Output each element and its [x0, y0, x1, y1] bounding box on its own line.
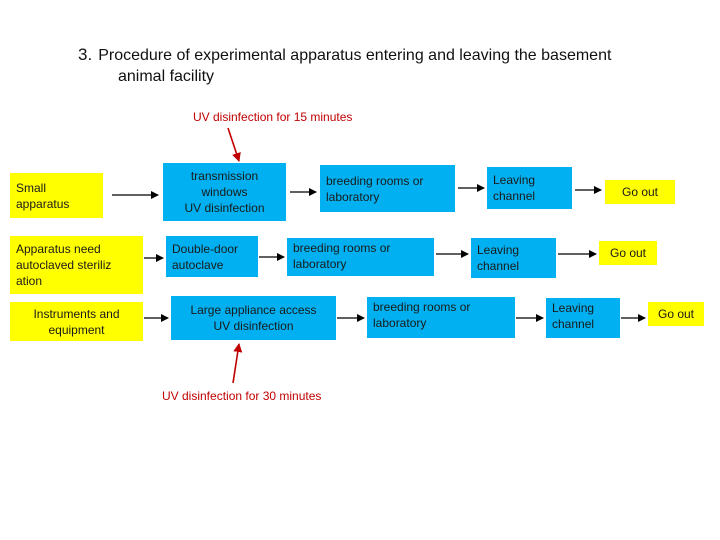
- uv-note-30-minutes: UV disinfection for 30 minutes: [162, 389, 322, 403]
- uv-arrow-30-minutes: [233, 344, 239, 383]
- row3-end-label: Go out: [657, 307, 695, 321]
- row3-step1-label: Large appliance access UV disinfection: [190, 303, 317, 333]
- row1-step1-label: transmission windows UV disinfection: [184, 169, 265, 215]
- row3-step3-label: Leaving channel: [552, 301, 595, 331]
- title-line-1: Procedure of experimental apparatus entering and leaving the basement: [98, 47, 612, 64]
- title-line-2: animal facility: [118, 68, 215, 85]
- row1-start-label: Small apparatus: [16, 180, 70, 211]
- row2-end-label: Go out: [609, 246, 647, 260]
- row1-end-label: Go out: [621, 185, 659, 199]
- row1-step3-label: Leaving channel: [493, 173, 536, 203]
- row3-step2-label: breeding rooms or laboratory: [373, 300, 471, 330]
- row2-step3-label: Leaving channel: [477, 243, 520, 273]
- row2-start-label: Apparatus need autoclaved steriliz ation: [16, 242, 112, 288]
- row2-step2-label: breeding rooms or laboratory: [293, 241, 391, 271]
- row1-step2-label: breeding rooms or laboratory: [326, 173, 424, 204]
- uv-arrow-15-minutes: [228, 128, 239, 161]
- title-number: 3.: [78, 45, 93, 64]
- row3-start-label: Instruments and equipment: [33, 306, 120, 337]
- uv-note-15-minutes: UV disinfection for 15 minutes: [193, 110, 353, 124]
- row2-step1-label: Double-door autoclave: [172, 241, 239, 272]
